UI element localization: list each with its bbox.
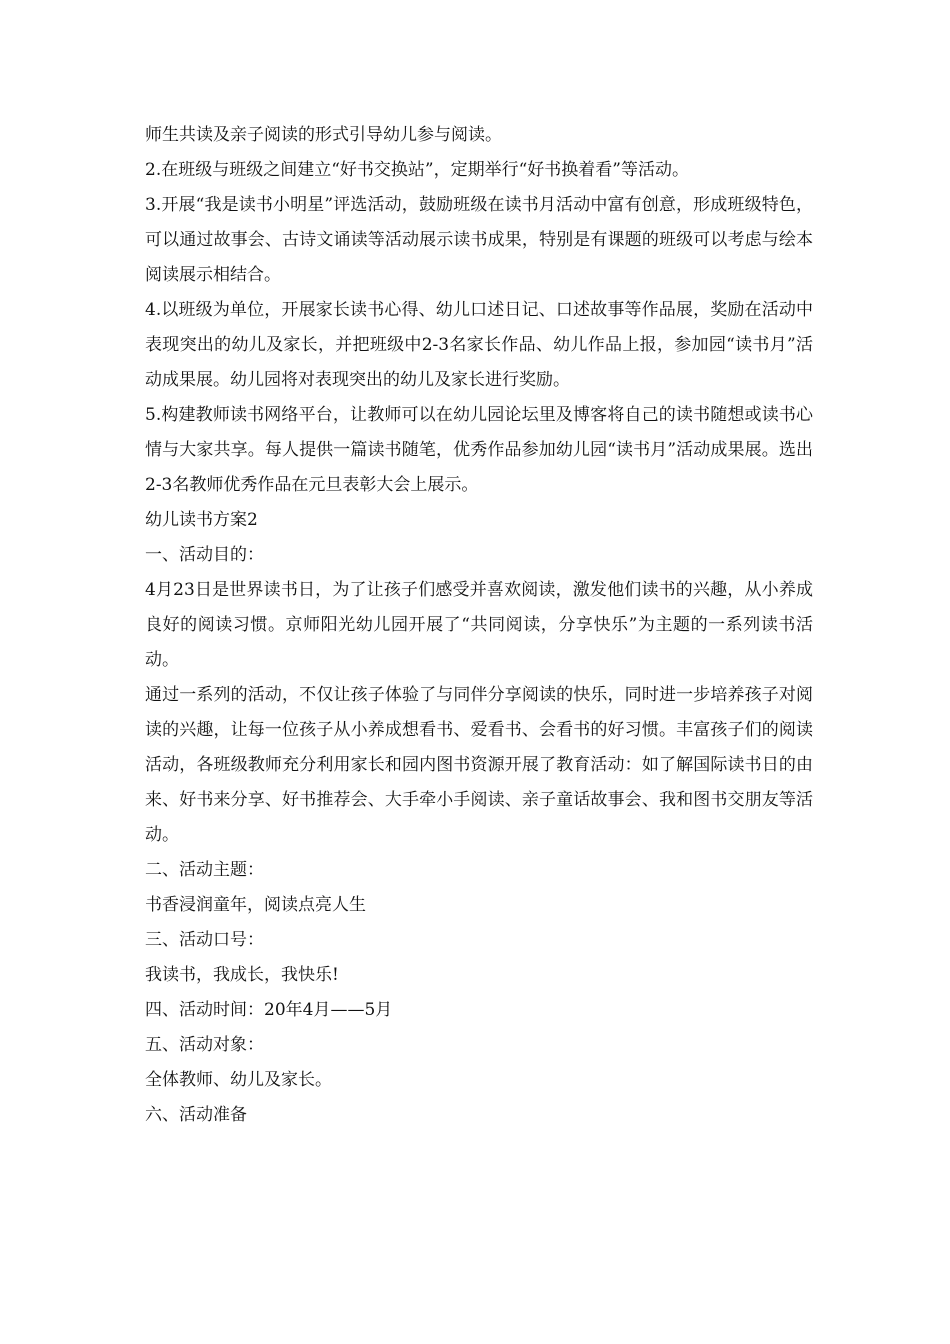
heading-slogan: 三、活动口号： (145, 930, 264, 950)
document-page (145, 118, 813, 1133)
paragraph-theme: 书香浸润童年，阅读点亮人生 (145, 895, 366, 915)
paragraph-audience: 全体教师、幼儿及家长。 (145, 1070, 332, 1090)
paragraph-purpose: 4月23日是世界读书日，为了让孩子们感受并喜欢阅读，激发他们读书的兴趣，从小养成良好的阅读习惯。京师阳光幼儿园开展了“共同阅读，分享快乐”为主题的一系列读书活动。 (145, 580, 813, 670)
heading-theme: 二、活动主题： (145, 860, 264, 880)
paragraph-item-2: 2.在班级与班级之间建立“好书交换站”，定期举行“好书换着看”等活动。 (145, 160, 689, 180)
paragraph-continued: 师生共读及亲子阅读的形式引导幼儿参与阅读。 (145, 125, 502, 145)
section-title: 幼儿读书方案2 (145, 510, 258, 530)
heading-purpose: 一、活动目的： (145, 545, 264, 565)
paragraph-item-4: 4.以班级为单位，开展家长读书心得、幼儿口述日记、口述故事等作品展，奖励在活动中表现突出的幼儿及家长，并把班级中2-3名家长作品、幼儿作品上报，参加园“读书月”活动成果展。幼儿园将对表现突出的幼儿及家长进行奖励。 (145, 300, 813, 390)
paragraph-slogan: 我读书，我成长，我快乐! (145, 965, 339, 985)
heading-audience: 五、活动对象： (145, 1035, 264, 1055)
paragraph-item-5: 5.构建教师读书网络平台，让教师可以在幼儿园论坛里及博客将自己的读书随想或读书心情与大家共享。每人提供一篇读书随笔，优秀作品参加幼儿园“读书月”活动成果展。选出2-3名教师优秀作品在元旦表彰大会上展示。 (145, 405, 813, 495)
paragraph-item-3: 3.开展“我是读书小明星”评选活动，鼓励班级在读书月活动中富有创意，形成班级特色，可以通过故事会、古诗文诵读等活动展示读书成果，特别是有课题的班级可以考虑与绘本阅读展示相结合。 (145, 195, 813, 285)
heading-preparation: 六、活动准备 (145, 1105, 247, 1125)
heading-time: 四、活动时间：20年4月——5月 (145, 1000, 393, 1020)
paragraph-activities: 通过一系列的活动，不仅让孩子体验了与同伴分享阅读的快乐，同时进一步培养孩子对阅读的兴趣，让每一位孩子从小养成想看书、爱看书、会看书的好习惯。丰富孩子们的阅读活动，各班级教师充分利用家长和园内图书资源开展了教育活动：如了解国际读书日的由来、好书来分享、好书推荐会、大手牵小手阅读、亲子童话故事会、我和图书交朋友等活动。 (145, 685, 813, 845)
